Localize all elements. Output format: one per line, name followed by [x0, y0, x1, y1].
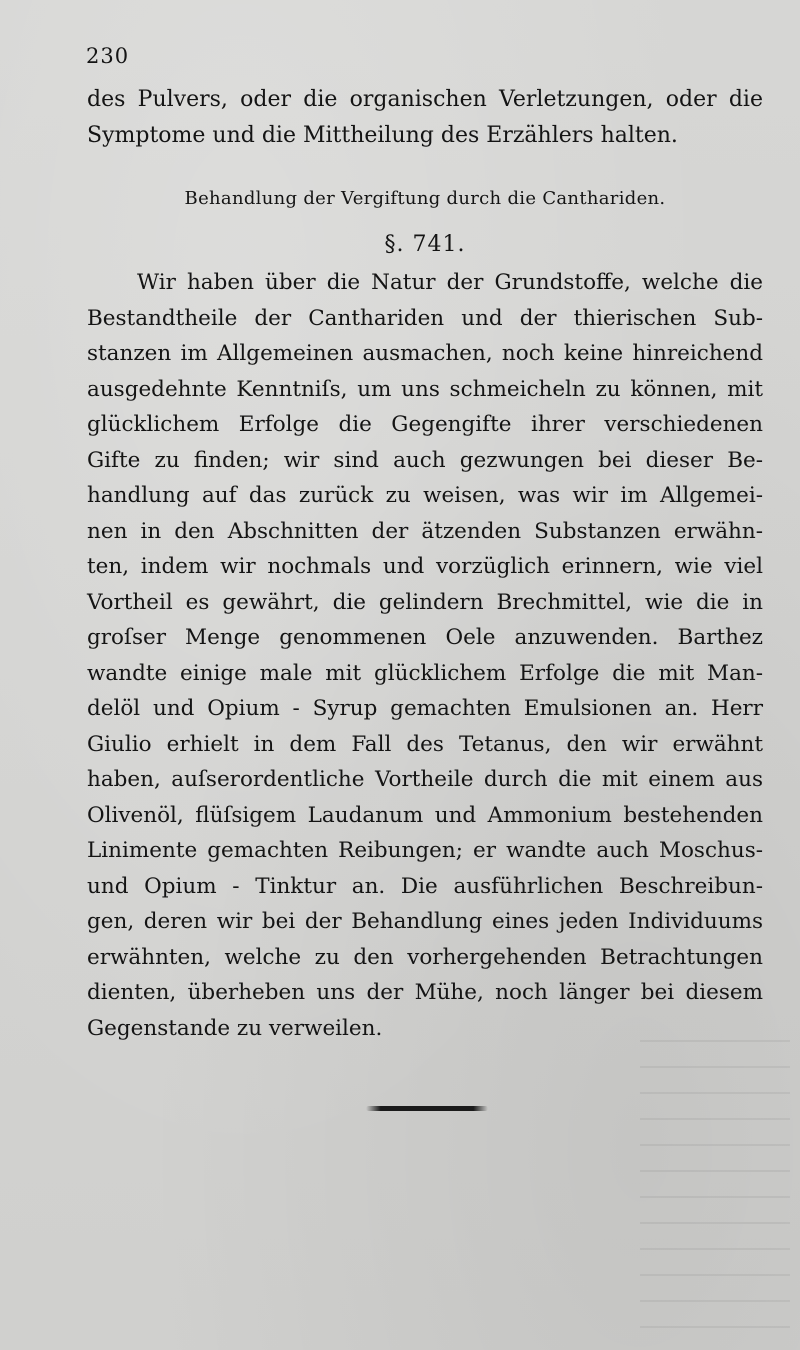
text-line: Symptome und die Mittheilung des Erzählers halten.	[87, 123, 678, 148]
text-line: nen in den Abschnitten der ätzenden Substanzen erwähn-	[87, 518, 763, 544]
text-line: stanzen im Allgemeinen ausmachen, noch keine hinreichend	[87, 341, 763, 366]
section-end-rule	[366, 1106, 488, 1111]
text-line: Gegenstande zu verweilen.	[87, 1015, 383, 1041]
continued-paragraph	[87, 82, 763, 154]
text-line: delöl und Opium - Syrup gemachten Emulsionen an. Herr	[87, 696, 763, 721]
text-line: handlung auf das zurück zu weisen, was wir im Allgemei-	[87, 483, 763, 508]
text-line: gen, deren wir bei der Behandlung eines jeden Individuums	[87, 909, 763, 934]
section-number: §. 741.	[384, 232, 466, 257]
text-line: und Opium - Tinktur an. Die ausführlichen Beschreibun-	[87, 873, 763, 899]
text-line: ausgedehnte Kenntniſs, um uns schmeicheln zu können, mit	[87, 376, 763, 402]
section-body	[87, 265, 763, 1046]
text-line: glücklichem Erfolge die Gegengifte ihrer verschiedenen	[87, 412, 763, 437]
section-heading: Behandlung der Vergiftung durch die Canthariden.	[184, 188, 666, 209]
text-line: des Pulvers, oder die organischen Verletzungen, oder die	[87, 87, 763, 112]
text-line: Wir haben über die Natur der Grundstoffe, welche die	[137, 270, 763, 295]
show-through-texture	[640, 1040, 790, 1340]
text-line: Giulio erhielt in dem Fall des Tetanus, den wir erwähnt	[87, 731, 763, 757]
text-line: haben, auſserordentliche Vortheile durch die mit einem aus	[87, 767, 763, 792]
text-line: Vortheil es gewährt, die gelindern Brechmittel, wie die in	[87, 589, 763, 615]
text-line: Gifte zu finden; wir sind auch gezwungen bei dieser Be-	[87, 447, 763, 473]
page-number: 230	[86, 44, 130, 68]
text-line: erwähnten, welche zu den vorhergehenden Betrachtungen	[87, 944, 763, 970]
text-line: wandte einige male mit glücklichem Erfolge die mit Man-	[87, 660, 763, 686]
text-line: Linimente gemachten Reibungen; er wandte auch Moschus-	[87, 838, 763, 863]
text-line: dienten, überheben uns der Mühe, noch länger bei diesem	[87, 980, 763, 1005]
text-line: groſser Menge genommenen Oele anzuwenden. Barthez	[87, 625, 763, 650]
text-line: Olivenöl, flüſsigem Laudanum und Ammonium bestehenden	[87, 802, 763, 828]
text-line: ten, indem wir nochmals und vorzüglich erinnern, wie viel	[87, 554, 763, 579]
text-line: Bestandtheile der Canthariden und der thierischen Sub-	[87, 305, 763, 331]
